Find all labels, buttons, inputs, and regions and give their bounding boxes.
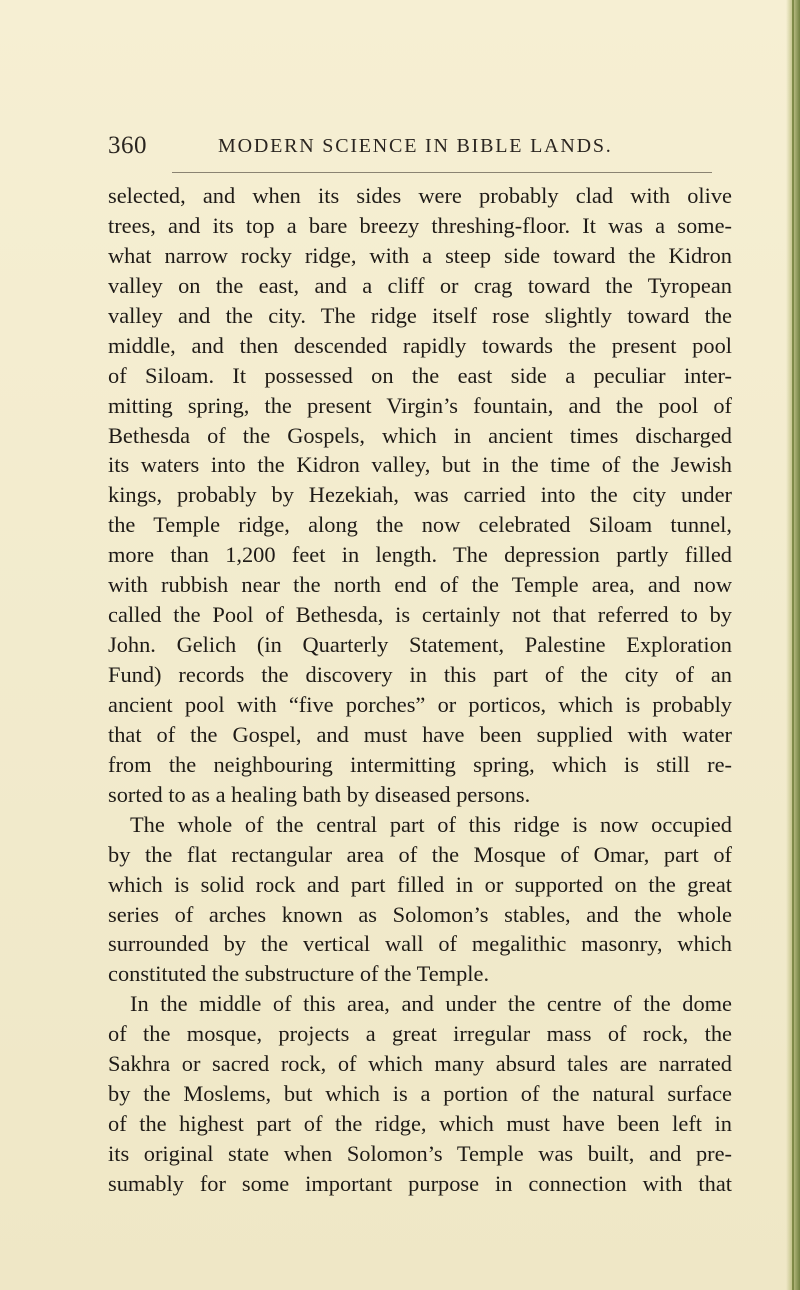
text-line: constituted the substructure of the Temple.: [108, 961, 490, 987]
text-line: sumably for some important purpose in connection with that: [108, 1170, 732, 1196]
text-line: In the middle of this area, and under the centre of the dome: [130, 991, 732, 1017]
text-line: valley and the city. The ridge itself rose slightly toward the: [108, 302, 732, 328]
text-line: John. Gelich (in Quarterly Statement, Palestine Exploration: [108, 632, 732, 658]
text-line: Bethesda of the Gospels, which in ancient times discharged: [108, 422, 732, 448]
text-line: by the flat rectangular area of the Mosque of Omar, part of: [108, 841, 732, 867]
text-line: that of the Gospel, and must have been supplied with water: [108, 721, 732, 747]
text-line: of the highest part of the ridge, which must have been left in: [108, 1111, 732, 1137]
text-line: from the neighbouring intermitting spring, which is still re-: [108, 751, 732, 777]
text-line: of Siloam. It possessed on the east side a peculiar inter-: [108, 362, 732, 388]
text-line: its original state when Solomon’s Temple was built, and pre-: [108, 1141, 732, 1166]
text-line: The whole of the central part of this ridge is now occupied: [130, 811, 732, 837]
text-line: the Temple ridge, along the now celebrated Siloam tunnel,: [108, 512, 732, 538]
text-line: valley on the east, and a cliff or crag toward the Tyropean: [108, 272, 732, 298]
text-line: more than 1,200 feet in length. The depression partly filled: [108, 542, 732, 568]
text-line: by the Moslems, but which is a portion of the natural surface: [108, 1081, 732, 1107]
text-line: sorted to as a healing bath by diseased persons.: [108, 781, 531, 807]
text-line: what narrow rocky ridge, with a steep side toward the Kidron: [108, 242, 732, 268]
running-title: MODERN SCIENCE IN BIBLE LANDS.: [218, 135, 613, 157]
text-line: middle, and then descended rapidly towards the present pool: [108, 332, 732, 358]
page-number: 360: [108, 132, 147, 159]
text-line: called the Pool of Bethesda, is certainly not that referred to by: [108, 602, 732, 628]
text-line: with rubbish near the north end of the Temple area, and now: [108, 572, 732, 598]
body-text: [108, 181, 732, 1199]
text-line: Fund) records the discovery in this part of the city of an: [108, 662, 732, 687]
text-line: surrounded by the vertical wall of megalithic masonry, which: [108, 931, 732, 957]
text-line: series of arches known as Solomon’s stables, and the whole: [108, 901, 732, 927]
text-line: of the mosque, projects a great irregular mass of rock, the: [108, 1021, 732, 1047]
page-edge-line: [792, 0, 794, 1290]
text-line: Sakhra or sacred rock, of which many absurd tales are narrated: [108, 1051, 732, 1077]
header-rule: [172, 172, 712, 173]
text-line: which is solid rock and part filled in or supported on the great: [108, 871, 732, 897]
text-line: trees, and its top a bare breezy threshing-floor. It was a some-: [108, 212, 732, 238]
text-line: its waters into the Kidron valley, but in the time of the Jewish: [108, 452, 732, 478]
text-line: kings, probably by Hezekiah, was carried into the city under: [108, 482, 732, 508]
text-line: selected, and when its sides were probably clad with olive: [108, 183, 732, 208]
text-line: mitting spring, the present Virgin’s fountain, and the pool of: [108, 392, 732, 418]
running-head: [108, 132, 740, 162]
text-line: ancient pool with “five porches” or porticos, which is probably: [108, 691, 732, 717]
